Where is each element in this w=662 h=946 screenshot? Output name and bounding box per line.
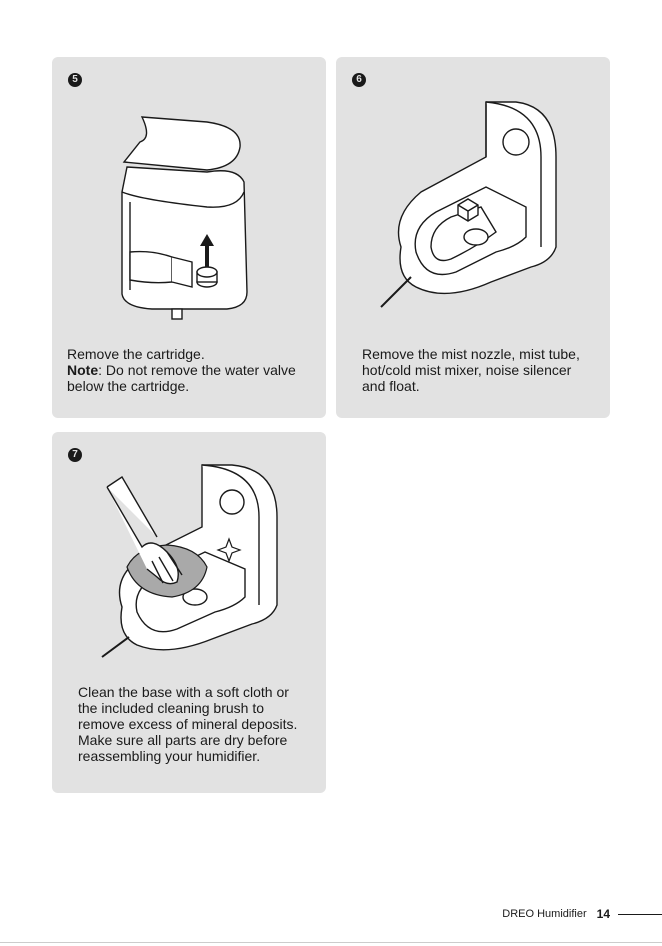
step-caption <box>78 684 303 764</box>
base-cleaning-illustration <box>97 457 287 667</box>
caption-text: Remove the mist nozzle, mist tube, hot/cold mist mixer, noise silencer and float. <box>362 346 580 394</box>
cartridge-removal-illustration <box>112 112 262 327</box>
step-number-badge: 5 <box>68 73 82 87</box>
step-caption <box>362 346 597 394</box>
step-card-6 <box>336 57 610 418</box>
step-caption <box>67 346 317 394</box>
caption-text: Clean the base with a soft cloth or the included cleaning brush to remove excess of mineral deposits. Make sure all parts are dry before reassembling your humidifier. <box>78 684 298 764</box>
footer-rule <box>618 914 662 915</box>
note-label: Note <box>67 362 99 378</box>
step-number-badge: 7 <box>68 448 82 462</box>
bottom-divider <box>0 942 662 943</box>
note-text: : Do not remove the water valve below the cartridge. <box>67 362 296 394</box>
step-card-7 <box>52 432 326 793</box>
page-footer <box>502 906 662 922</box>
caption-text: Remove the cartridge. <box>67 346 205 362</box>
page-number: 14 <box>596 907 610 921</box>
base-parts-removed-illustration <box>376 97 566 317</box>
footer-brand: DREO Humidifier <box>502 908 587 920</box>
step-number-badge: 6 <box>352 73 366 87</box>
step-card-5 <box>52 57 326 418</box>
